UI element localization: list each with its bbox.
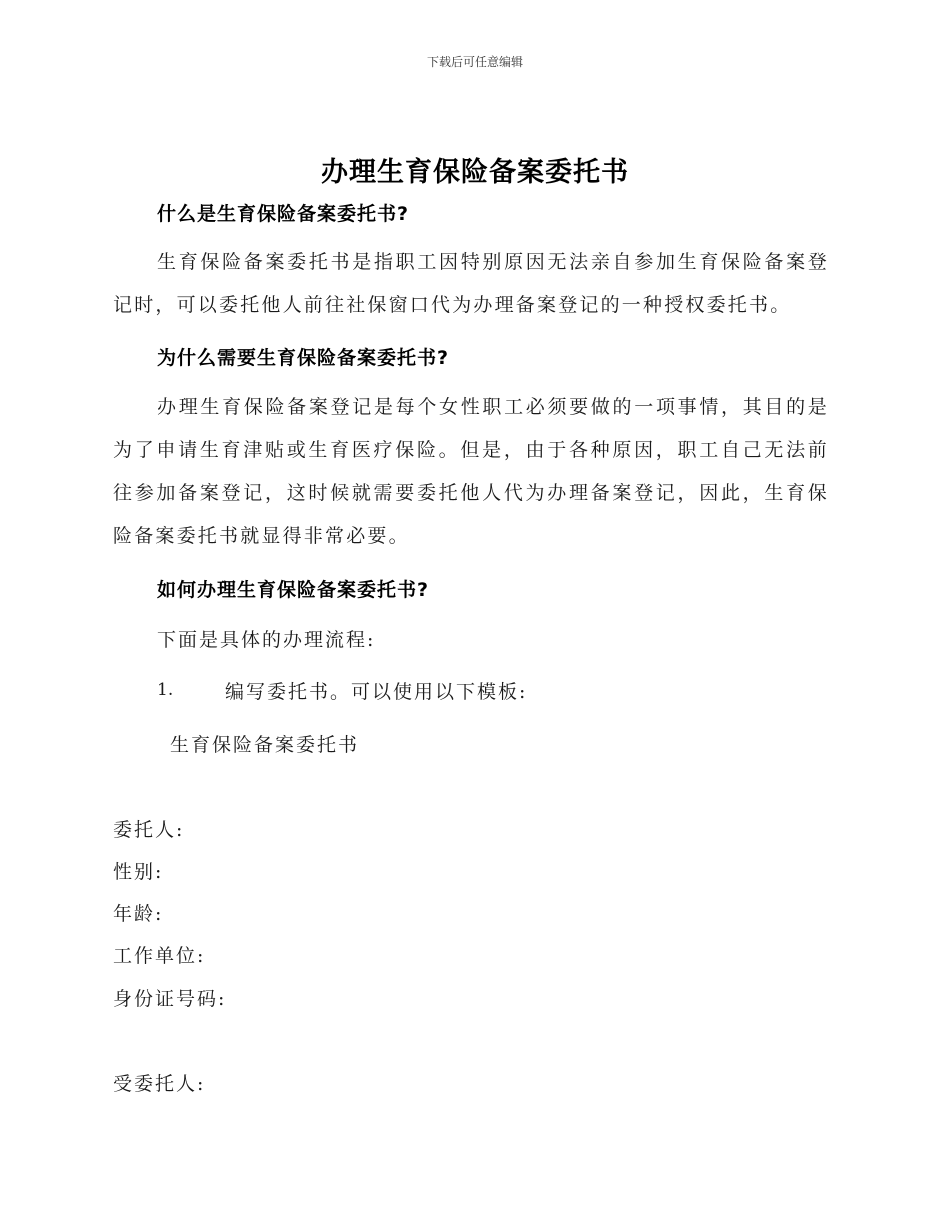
paragraph-process-intro: 下面是具体的办理流程: [157, 629, 376, 651]
field-gender: 性别: [113, 861, 164, 883]
heading-why-needed: 为什么需要生育保险备案委托书? [157, 347, 450, 369]
template-title: 生育保险备案委托书 [170, 734, 360, 756]
field-employer: 工作单位: [113, 945, 206, 967]
heading-how-to: 如何办理生育保险备案委托书? [157, 579, 430, 601]
field-id-number: 身份证号码: [113, 988, 227, 1010]
field-principal: 委托人: [113, 819, 185, 841]
header-note: 下载后可任意编辑 [426, 55, 523, 69]
field-agent: 受委托人: [113, 1073, 206, 1095]
paragraph-reason: 办理生育保险备案登记是每个女性职工必须要做的一项事情，其目的是为了申请生育津贴或生育医疗保险。但是，由于各种原因，职工自己无法前往参加备案登记，这时候就需要委托他人代为办理备案登记，因此，生育保险备案委托书就显得非常必要。 [113, 396, 829, 547]
field-age: 年龄: [113, 903, 164, 925]
heading-what-is: 什么是生育保险备案委托书? [157, 203, 410, 225]
step-text: 编写委托书。可以使用以下模板: [225, 681, 528, 703]
paragraph-definition: 生育保险备案委托书是指职工因特别原因无法亲自参加生育保险备案登记时，可以委托他人前往社保窗口代为办理备案登记的一种授权委托书。 [113, 251, 829, 316]
document-title: 办理生育保险备案委托书 [321, 157, 629, 188]
step-number: 1. [157, 680, 174, 700]
